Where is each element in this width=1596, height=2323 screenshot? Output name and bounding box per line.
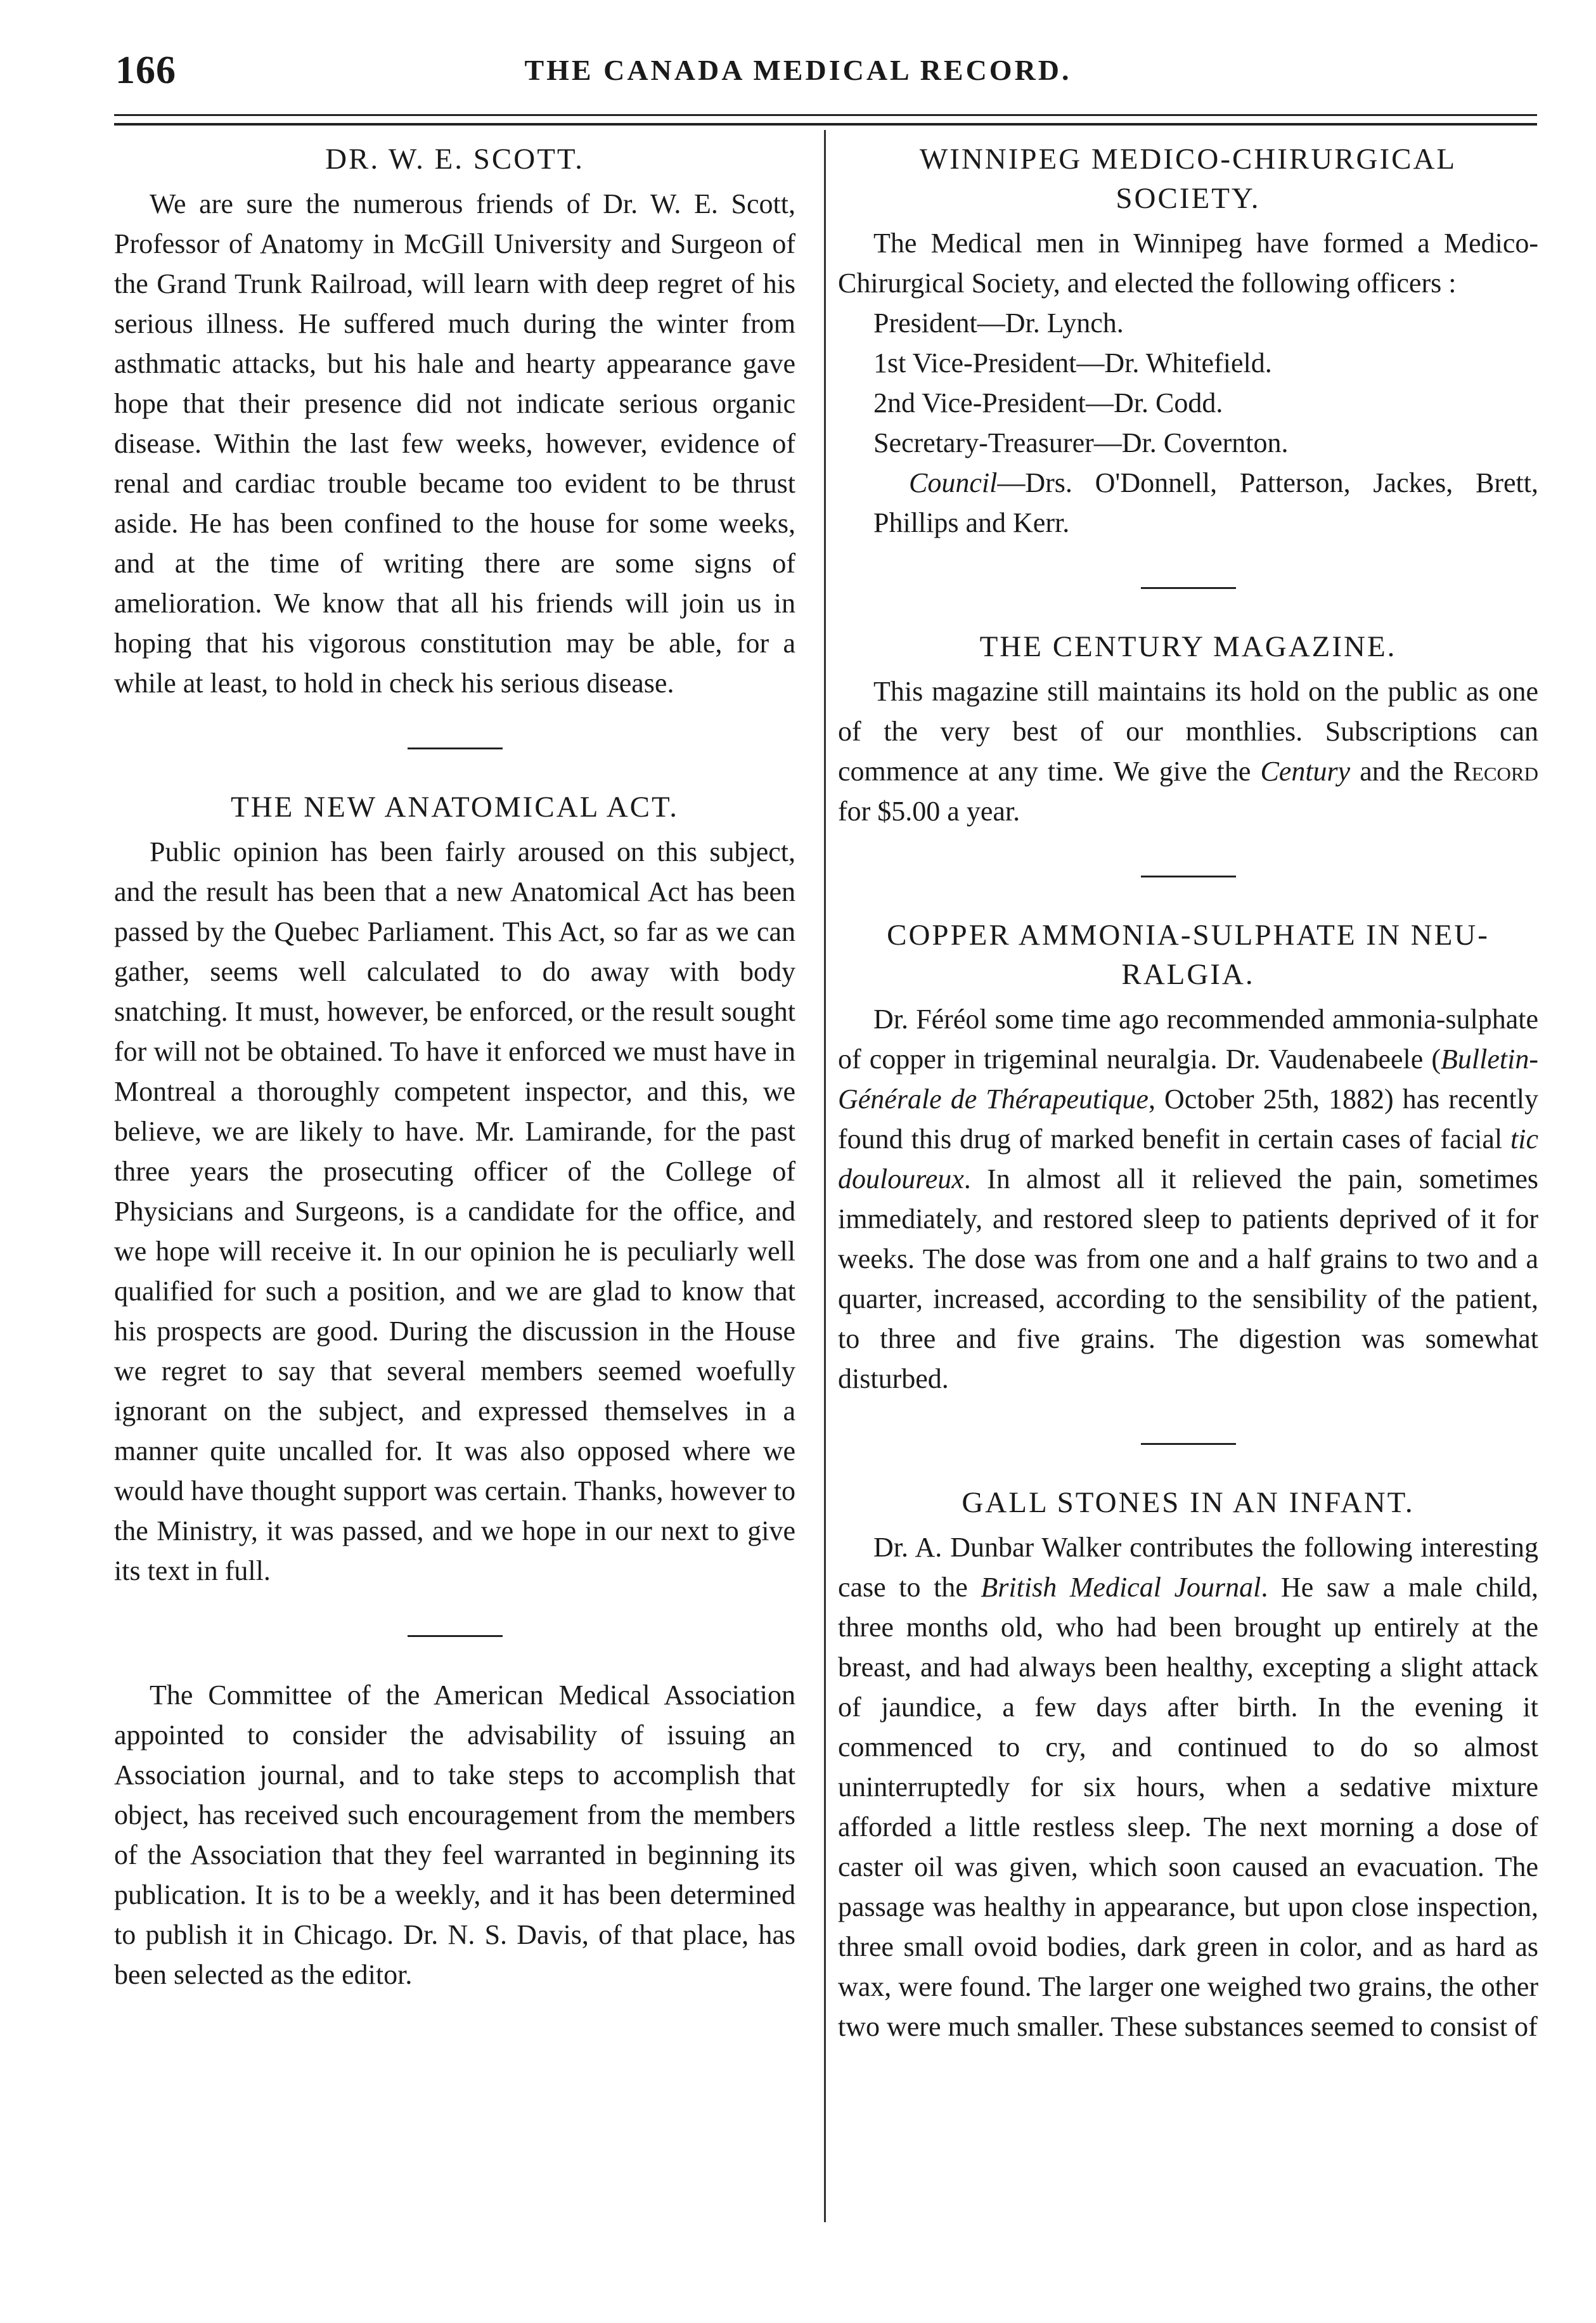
article-heading (838, 916, 1538, 994)
text-run: . He saw a male child, three months old, who had been brought up entirely at the breast, and had always been healthy, excepting a slight attack of jaundice, a few days after birth. In the evening it commenced to cry, and continued to do so almost uninterruptedly for six hours, when a sedative mixture afforded a little restless sleep. The next morning a dose of caster oil was given, which soon caused an evacuation. The passage was healthy in appearance, but upon close inspection, three small ovoid bodies, dark green in color, and as hard as wax, were found. The larger one weighed two grains, the other two were much smaller. These substances seemed to consist of (838, 1572, 1538, 2042)
article-intro: The Medical men in Winnipeg have formed a Medico-Chirurgical Society, and elected the following officers : (838, 228, 1538, 299)
text-run: for $5.00 a year. (838, 796, 1020, 827)
journal-title: THE CANADA MEDICAL RECORD. (524, 54, 1072, 86)
bulletin-title: Bulletin-Générale de Thérapeutique (838, 1044, 1538, 1115)
left-column (114, 139, 795, 1995)
heading-line: RALGIA. (1121, 958, 1255, 991)
article-century-magazine (838, 627, 1538, 831)
text-run: Dr. Féréol some time ago recommended ammonia-sulphate of copper in trigeminal neuralgia. Dr. Vaudenabeele ( (838, 1004, 1538, 1075)
officer-president: President—Dr. Lynch. (873, 307, 1124, 339)
text-run: and the (1350, 756, 1453, 787)
bmj-title: British Medical Journal (981, 1572, 1261, 1603)
officer-council (838, 463, 1538, 543)
section-separator (408, 747, 503, 749)
article-body: Public opinion has been fairly aroused on this subject, and the result has been that a new Anatomical Act has been passed by the Quebec Parliament. This Act, so far as we can gather, seems well calculated to do away with body snatching. It must, however, be enforced, or the result sought for will not be obtained. To have it enforced we must have in Montreal a thoroughly competent inspector, and this, we believe, we are likely to have. Mr. Lamirande, for the past three years the prosecuting officer of the College of Physicians and Surgeons, is a candidate for the office, and we hope will receive it. In our opinion he is peculiarly well qualified for such a position, and we are glad to know that his prospects are good. During the discussion in the House we regret to say that several members seemed woefully ignorant on the subject, and expressed themselves in a manner quite uncalled for. It was also opposed where we would have thought support was certain. Thanks, however to the Ministry, it was passed, and we hope in our next to give its text in full. (114, 836, 795, 1586)
article-gall-stones (838, 1483, 1538, 2047)
article-heading (838, 139, 1538, 218)
article-heading: THE CENTURY MAGAZINE. (979, 630, 1397, 663)
article-body: The Committee of the American Medical Association appointed to consider the advisability of issuing an Association journal, and to take steps to accomplish that object, has received such encouragement from the members of the Association that they feel warranted in beginning its publication. It is to be a weekly, and it has been determined to publish it in Chicago. Dr. N. S. Davis, of that place, has been selected as the editor. (114, 1679, 795, 1990)
section-separator (1141, 1443, 1236, 1445)
column-divider (824, 130, 826, 2222)
right-column (838, 139, 1538, 2047)
article-body (838, 1527, 1538, 2047)
header-rule-bottom (114, 123, 1537, 126)
article-heading: DR. W. E. SCOTT. (325, 143, 584, 176)
tic-term: tic douloureux (838, 1123, 1538, 1194)
heading-line: SOCIETY. (1116, 182, 1261, 215)
running-head (0, 37, 1596, 113)
section-separator (1141, 587, 1236, 589)
article-ama-journal (114, 1675, 795, 1995)
record-title: Record (1453, 756, 1538, 787)
heading-line: WINNIPEG MEDICO-CHIRURGICAL (919, 143, 1457, 176)
text-run: . In almost all it relieved the pain, sometimes immediately, and restored sleep to patients deprived of it for weeks. The dose was from one and a half grains to two and a quarter, increased, according to the sensibility of the patient, to three and five grains. The digestion was somewhat disturbed. (838, 1163, 1538, 1394)
officer-secretary: Secretary-Treasurer—Dr. Covernton. (873, 427, 1289, 458)
century-title: Century (1260, 756, 1351, 787)
article-heading: THE NEW ANATOMICAL ACT. (231, 791, 679, 824)
header-rule-top (114, 114, 1537, 116)
section-separator (1141, 876, 1236, 877)
article-body (838, 999, 1538, 1399)
article-copper-ammonia (838, 916, 1538, 1399)
text-run: Dr. A. Dunbar Walker contributes the following interesting case to the (838, 1532, 1538, 1603)
officer-vp2: 2nd Vice-President—Dr. Codd. (873, 387, 1223, 418)
council-members: —Drs. O'Donnell, Patterson, Jackes, Brett, Phillips and Kerr. (873, 467, 1538, 538)
council-label: Council (909, 467, 998, 498)
article-anatomical-act (114, 787, 795, 1591)
article-body: We are sure the numerous friends of Dr. W. E. Scott, Professor of Anatomy in McGill University and Surgeon of the Grand Trunk Railroad, will learn with deep regret of his serious illness. He suffered much during the winter from asthmatic attacks, but his hale and hearty appearance gave hope that their presence did not indicate serious organic disease. Within the last few weeks, however, evidence of renal and cardiac trouble became too evident to be thrust aside. He has been confined to the house for some weeks, and at the time of writing there are some signs of amelioration. We know that all his friends will join us in hoping that his vigorous constitution may be able, for a while at least, to hold in check his serious disease. (114, 188, 795, 699)
article-dr-scott (114, 139, 795, 703)
article-winnipeg-society (838, 139, 1538, 543)
page-number: 166 (115, 49, 176, 92)
article-body (838, 671, 1538, 831)
heading-line: COPPER AMMONIA-SULPHATE IN NEU- (887, 919, 1490, 952)
text-run: This magazine still maintains its hold on the public as one of the very best of our monthlies. Subscriptions can commence at any time. We give the (838, 676, 1538, 787)
article-heading: GALL STONES IN AN INFANT. (962, 1486, 1415, 1519)
text-run: , October 25th, 1882) has recently found this drug of marked benefit in certain cases of facial (838, 1084, 1539, 1155)
section-separator (408, 1635, 503, 1637)
officer-list (838, 303, 1538, 543)
officer-vp1: 1st Vice-President—Dr. Whitefield. (873, 347, 1272, 379)
